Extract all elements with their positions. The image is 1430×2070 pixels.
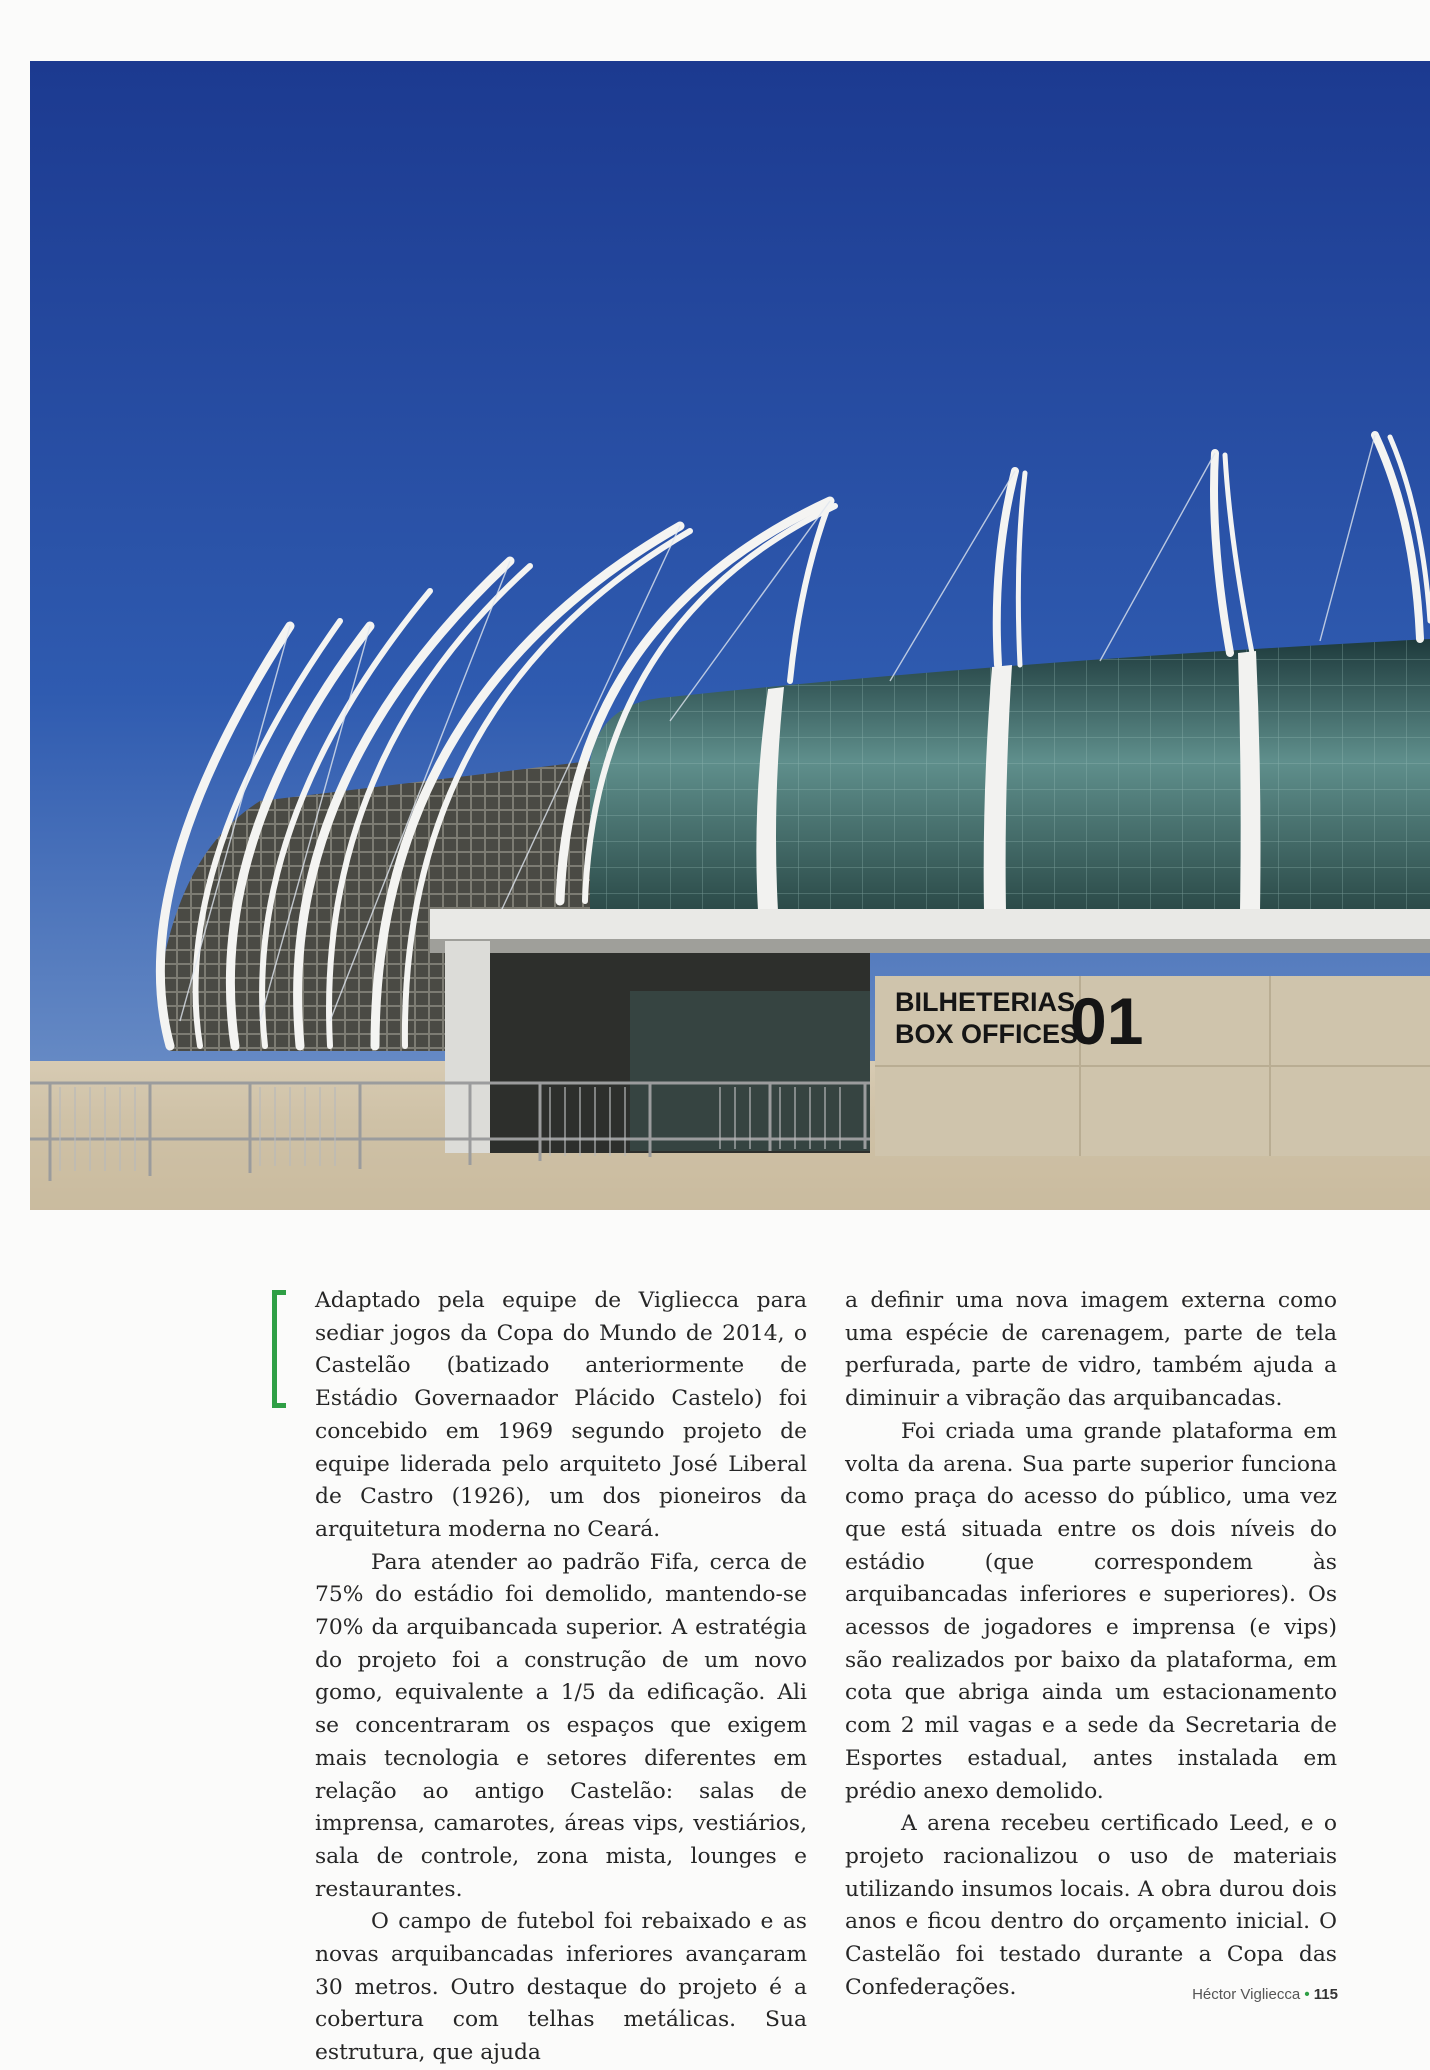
paragraph-3: O campo de futebol foi rebaixado e as novas arquibancadas inferiores avançaram 30 metros. Outro destaque do projeto é a cobertura com telhas metálicas. Sua estrutura, que ajuda	[315, 1909, 807, 2066]
page-number: 115	[1313, 1986, 1338, 2003]
paragraph-2: Para atender ao padrão Fifa, cerca de 75% do estádio foi demolido, mantendo-se 70% da arquibancada superior. A estratégia do projeto foi a construção de um novo gomo, equivalente a 1/5 da edificação. Ali se concentraram os espaços que exigem mais tecnologia e setores diferentes em relação ao antigo Castelão: salas de imprensa, camarotes, áreas vips, vestiários, sala de controle, zona mista, lounges e restaurantes.	[315, 1549, 807, 1902]
entrance-canopy	[430, 909, 1430, 941]
paragraph-4: Foi criada uma grande plataforma em volta da arena. Sua parte superior funciona como praça do acesso do público, uma vez que está situada entre os dois níveis do estádio (que correspondem às arquibancadas inferiores e superiores). Os acessos de jogadores e imprensa (e vips) são realizados por baixo da plataforma, em cota que abriga ainda um estacionamento com 2 mil vagas e a sede da Secretaria de Esportes estadual, antes instalada em prédio anexo demolido.	[845, 1418, 1337, 1804]
stadium-photo	[30, 61, 1430, 1210]
page-footer	[1192, 1986, 1338, 2003]
sign-box-offices: BOX OFFICES	[895, 1019, 1079, 1049]
footer-author: Héctor Vigliecca	[1192, 1986, 1301, 2003]
sign-number: 01	[1070, 984, 1144, 1058]
green-bracket-mark	[272, 1290, 286, 1408]
article-column-right	[845, 1285, 1337, 2004]
paragraph-5: A arena recebeu certificado Leed, e o projeto racionalizou o uso de materiais utilizando insumos locais. A obra durou dois anos e ficou dentro do orçamento inicial. O Castelão foi testado durante a Copa das Confederações.	[845, 1811, 1337, 2000]
article-column-left	[315, 1285, 807, 2070]
paragraph-1: Adaptado pela equipe de Vigliecca para sediar jogos da Copa do Mundo de 2014, o Castelão (batizado anteriormente de Estádio Governaador Plácido Castelo) foi concebido em 1969 segundo projeto de equipe liderada pelo arquiteto José Liberal de Castro (1926), um dos pioneiros da arquitetura moderna no Ceará.	[315, 1288, 807, 1542]
sign-bilheterias: BILHETERIAS	[895, 987, 1076, 1017]
footer-separator: •	[1304, 1986, 1310, 2003]
paragraph-3-continued: a definir uma nova imagem externa como uma espécie de carenagem, parte de tela perfurada, parte de vidro, também ajuda a diminuir a vibração das arquibancadas.	[845, 1288, 1337, 1412]
